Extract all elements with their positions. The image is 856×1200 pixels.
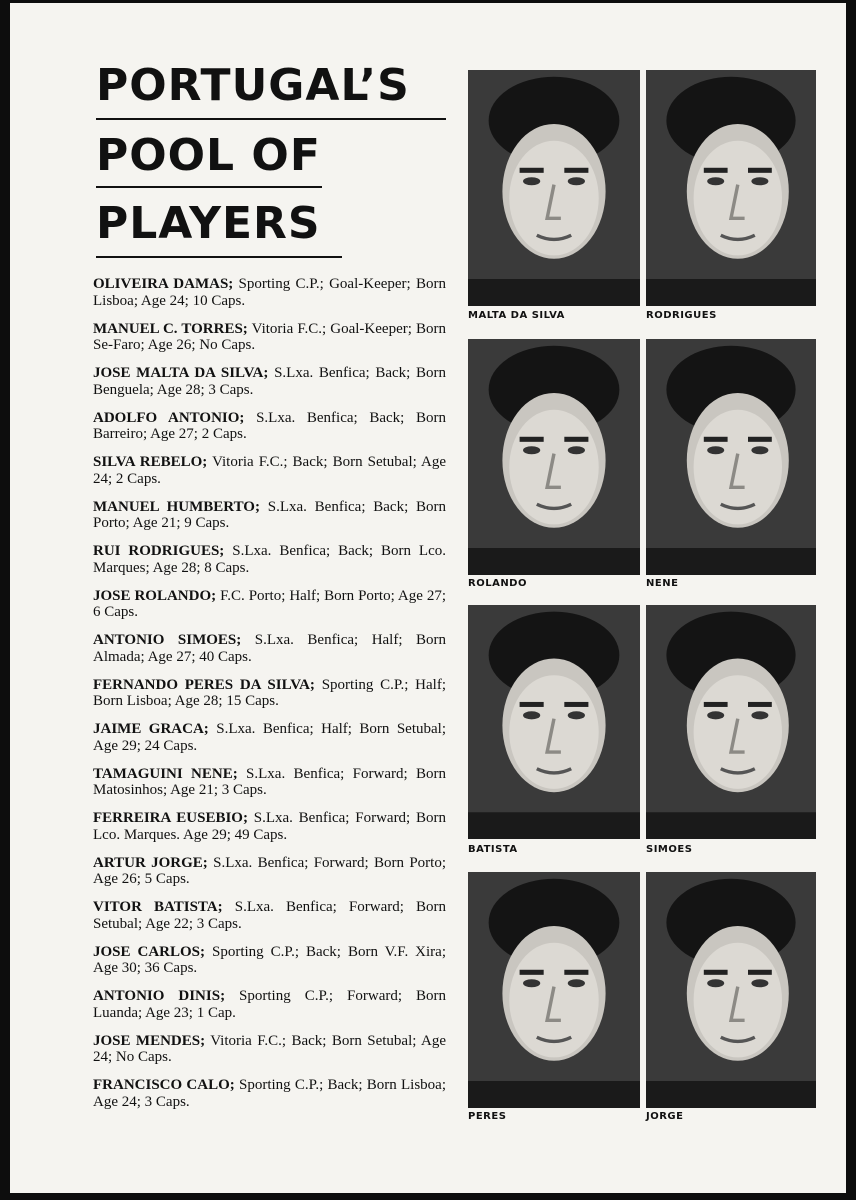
player-entry [93, 632, 446, 665]
player-details: S.Lxa. Benfica; Half; Born Almada; Age 27; 40 Caps. [93, 632, 447, 665]
player-entry [93, 543, 446, 576]
player-entry [93, 499, 446, 532]
player-list [93, 276, 446, 1122]
player-entry [93, 855, 446, 888]
player-name: JOSE ROLANDO; [93, 587, 217, 604]
player-entry [93, 410, 446, 443]
player-name: JOSE MALTA DA SILVA; [93, 365, 269, 381]
player-photo [646, 872, 816, 1108]
player-name: RUI RODRIGUES; [93, 543, 225, 559]
player-photo [646, 605, 816, 839]
player-entry [93, 944, 446, 977]
player-details: F.C. Porto; Half; Born Porto; Age 27; 6 Caps. [93, 587, 446, 620]
player-name: MANUEL HUMBERTO; [93, 498, 260, 515]
player-entry [93, 721, 446, 754]
player-entry [93, 321, 446, 354]
photo-caption: BATISTA [468, 844, 518, 855]
player-name: TAMAGUINI NENE; [93, 765, 238, 782]
player-details: S.Lxa. Benfica; Back; Born Porto; Age 21; 9 Caps. [93, 498, 446, 531]
player-name: ADOLFO ANTONIO; [93, 409, 245, 426]
player-name: VITOR BATISTA; [93, 899, 223, 915]
player-entry [93, 1033, 446, 1066]
photo-caption: SIMOES [646, 844, 693, 855]
player-entry [93, 454, 446, 487]
player-details: Vitoria F.C.; Back; Born Setubal; Age 24; 2 Caps. [93, 454, 446, 487]
player-entry [93, 365, 446, 398]
player-name: ANTONIO DINIS; [93, 988, 226, 1004]
player-name: FERREIRA EUSEBIO; [93, 810, 248, 826]
page-title-line-2: POOL OF [96, 130, 321, 181]
player-name: JAIME GRACA; [93, 721, 209, 737]
player-entry [93, 588, 446, 621]
photo-caption: JORGE [646, 1111, 684, 1122]
player-entry [93, 677, 446, 710]
title-rule-2 [96, 186, 322, 188]
player-details: Vitoria F.C.; Goal-Keeper; Born Se-Faro; Age 26; No Caps. [93, 320, 446, 353]
page-title-line-1: PORTUGAL’S [96, 60, 410, 111]
photo-caption: MALTA DA SILVA [468, 310, 565, 321]
player-entry [93, 276, 446, 309]
player-details: Sporting C.P.; Forward; Born Luanda; Age 23; 1 Cap. [93, 988, 446, 1021]
player-name: ARTUR JORGE; [93, 854, 208, 871]
player-name: ANTONIO SIMOES; [93, 632, 242, 648]
player-entry [93, 1077, 446, 1110]
player-entry [93, 766, 446, 799]
player-photo [646, 339, 816, 575]
player-details: S.Lxa. Benfica; Forward; Born Porto; Age 26; 5 Caps. [93, 854, 446, 887]
player-photo [468, 70, 640, 306]
player-name: MANUEL C. TORRES; [93, 320, 248, 337]
player-details: S.Lxa. Benfica; Back; Born Barreiro; Age 27; 2 Caps. [93, 409, 446, 442]
player-details: S.Lxa. Benfica; Forward; Born Matosinhos; Age 21; 3 Caps. [93, 765, 446, 798]
player-name: JOSE CARLOS; [93, 943, 206, 960]
photo-caption: NENE [646, 578, 679, 589]
player-photo [646, 70, 816, 306]
player-details: Sporting C.P.; Half; Born Lisboa; Age 28; 15 Caps. [93, 676, 447, 709]
player-entry [93, 988, 446, 1021]
photo-caption: RODRIGUES [646, 310, 717, 321]
player-details: Sporting C.P.; Goal-Keeper; Born Lisboa; Age 24; 10 Caps. [93, 276, 446, 309]
player-entry [93, 899, 446, 932]
player-details: S.Lxa. Benfica; Forward; Born Setubal; Age 22; 3 Caps. [93, 899, 447, 932]
photo-caption: PERES [468, 1111, 507, 1122]
player-name: FRANCISCO CALO; [93, 1077, 235, 1093]
player-details: Vitoria F.C.; Back; Born Setubal; Age 24; No Caps. [93, 1032, 446, 1065]
player-details: S.Lxa. Benfica; Back; Born Lco. Marques; Age 28; 8 Caps. [93, 543, 447, 576]
player-entry [93, 810, 446, 843]
player-name: JOSE MENDES; [93, 1032, 206, 1049]
photo-caption: ROLANDO [468, 578, 527, 589]
player-photo [468, 605, 640, 839]
player-details: Sporting C.P.; Back; Born Lisboa; Age 24; 3 Caps. [93, 1077, 446, 1110]
title-rule-3 [96, 256, 342, 258]
player-details: S.Lxa. Benfica; Back; Born Benguela; Age 28; 3 Caps. [93, 365, 447, 398]
player-name: FERNANDO PERES DA SILVA; [93, 676, 315, 693]
page-title-line-3: PLAYERS [96, 198, 321, 249]
title-rule-1 [96, 118, 446, 120]
player-name: SILVA REBELO; [93, 454, 208, 470]
player-photo [468, 872, 640, 1108]
player-details: S.Lxa. Benfica; Forward; Born Lco. Marques. Age 29; 49 Caps. [93, 810, 446, 843]
player-details: Sporting C.P.; Back; Born V.F. Xira; Age 30; 36 Caps. [93, 943, 447, 976]
player-photo [468, 339, 640, 575]
player-details: S.Lxa. Benfica; Half; Born Setubal; Age 29; 24 Caps. [93, 721, 446, 754]
player-name: OLIVEIRA DAMAS; [93, 276, 234, 292]
